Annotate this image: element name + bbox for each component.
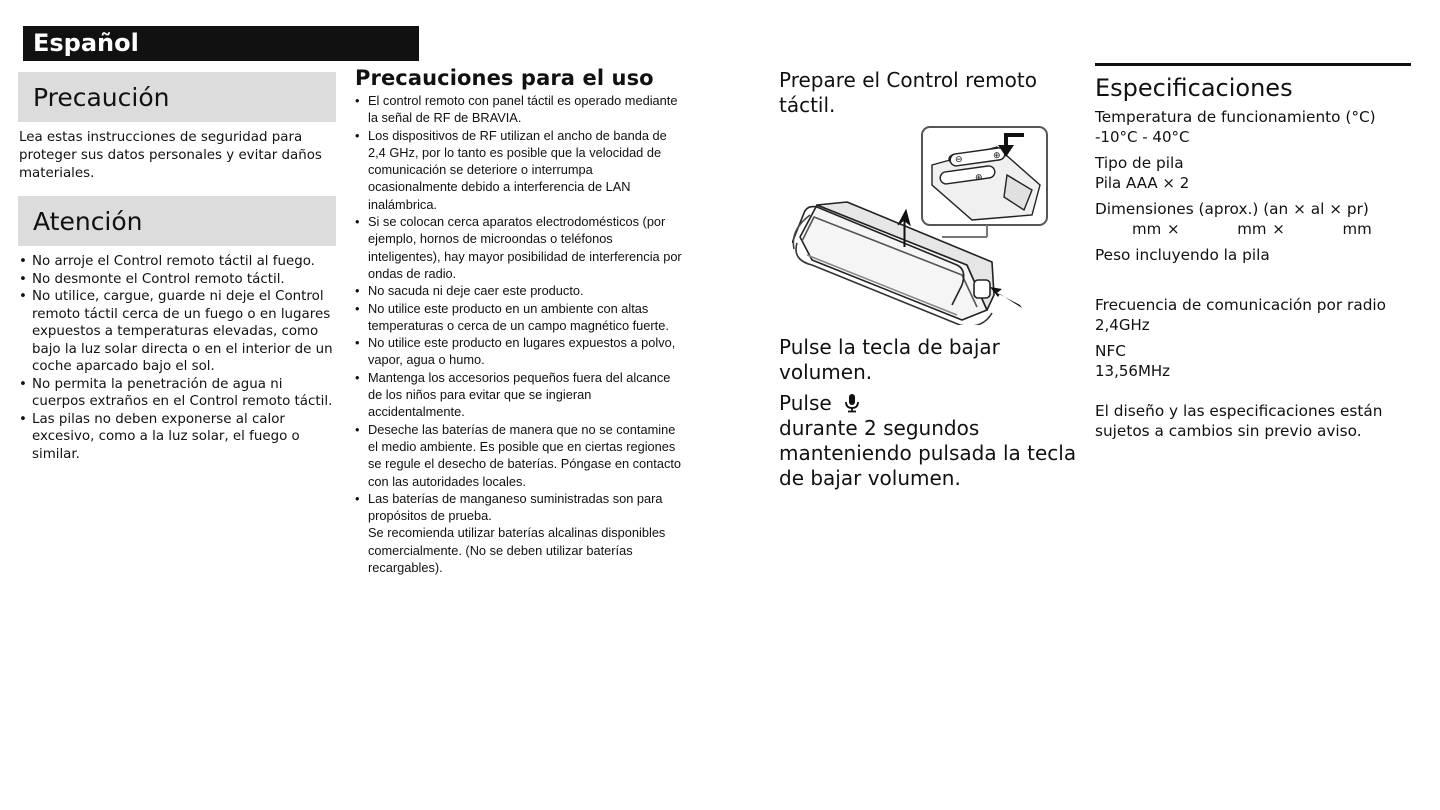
nfc-value: 13,56MHz [1095,362,1171,380]
dims-label: Dimensiones (aprox.) (an × al × pr) [1095,200,1369,218]
list-item: • No utilice este producto en un ambiente con altas temperaturas o cerca de un campo magnético fuerte. [355,300,685,335]
usage-precautions-column [355,64,685,576]
atencion-heading: Atención [18,196,336,246]
specifications-column [1095,63,1411,441]
dims-value: mm × mm × mm [1132,220,1372,238]
battery-label: Tipo de pila [1095,154,1184,172]
svg-text:⊕: ⊕ [975,173,983,183]
pairing-steps [779,335,1079,491]
prepare-instruction: Prepare el Control remoto táctil. [779,68,1037,117]
list-item: • Los dispositivos de RF utilizan el ancho de banda de 2,4 GHz, por lo tanto es posible que la velocidad de comunicación se deteriore o interrumpa ocasionalmente debido a interferencia de LAN inalámbrica. [355,127,685,213]
svg-text:⊕: ⊕ [993,151,1001,161]
step-volume-down: Pulse la tecla de bajar volumen. [779,335,1000,384]
step-hold-instruction: durante 2 segundos manteniendo pulsada la tecla de bajar volumen. [779,416,1077,490]
list-item: • Mantenga los accesorios pequeños fuera del alcance de los niños para evitar que se ingieran accidentalmente. [355,369,685,421]
list-item: • No sacuda ni deje caer este producto. [355,282,685,299]
list-item: • Si se colocan cerca aparatos electrodomésticos (por ejemplo, hornos de microondas o teléfonos inteligentes), hay mayor posibilidad de interferencia por ondas de radio. [355,213,685,282]
list-item: • No arroje el Control remoto táctil al fuego. [18,253,336,271]
precaucion-heading: Precaución [18,72,336,122]
temp-label: Temperatura de funcionamiento (°C) [1095,108,1376,126]
temp-value: -10°C - 40°C [1095,128,1190,146]
specifications-title: Especificaciones [1095,74,1293,102]
precaucion-text: Lea estas instrucciones de seguridad para proteger sus datos personales y evitar daños materiales. [19,130,322,181]
list-item: • Las baterías de manganeso suministradas son para propósitos de prueba. Se recomienda utilizar baterías alcalinas disponibles comercialmente. (No se deben utilizar baterías recargables). [355,490,685,576]
svg-text:⊖: ⊖ [955,155,963,165]
nfc-label: NFC [1095,342,1126,360]
atencion-list [18,253,336,463]
step-press-label: Pulse [779,391,832,415]
freq-value: 2,4GHz [1095,316,1150,334]
language-header: Español [23,26,419,61]
microphone-icon [844,393,860,413]
list-item: • No permita la penetración de agua ni cuerpos extraños en el Control remoto táctil. [18,376,336,411]
list-item: • Las pilas no deben exponerse al calor excesivo, como a la luz solar, el fuego o similar. [18,411,336,464]
weight-label: Peso incluyendo la pila [1095,246,1270,264]
list-item: • No utilice, cargue, guarde ni deje el Control remoto táctil cerca de un fuego o en lugares expuestos a temperaturas elevadas, como bajo la luz solar directa o en el interior de un coche aparcado bajo el sol. [18,288,336,376]
precaution-column [18,72,336,463]
freq-label: Frecuencia de comunicación por radio [1095,296,1387,314]
battery-value: Pila AAA × 2 [1095,174,1190,192]
list-item: • El control remoto con panel táctil es operado mediante la señal de RF de BRAVIA. [355,92,685,127]
setup-column [779,68,1069,118]
list-item: • No desmonte el Control remoto táctil. [18,271,336,289]
spec-top-rule [1095,63,1411,66]
spec-note: El diseño y las especificaciones están sujetos a cambios sin previo aviso. [1095,402,1383,440]
battery-insertion-illustration [792,125,1052,325]
step-press-mic [779,391,1079,416]
usage-precautions-title: Precauciones para el uso [355,66,654,90]
list-item: • No utilice este producto en lugares expuestos a polvo, vapor, agua o humo. [355,334,685,369]
usage-precautions-list [355,92,685,576]
list-item: • Deseche las baterías de manera que no se contamine el medio ambiente. Es posible que en ciertas regiones se regule el desecho de baterías. Póngase en contacto con las autoridades locales. [355,421,685,490]
